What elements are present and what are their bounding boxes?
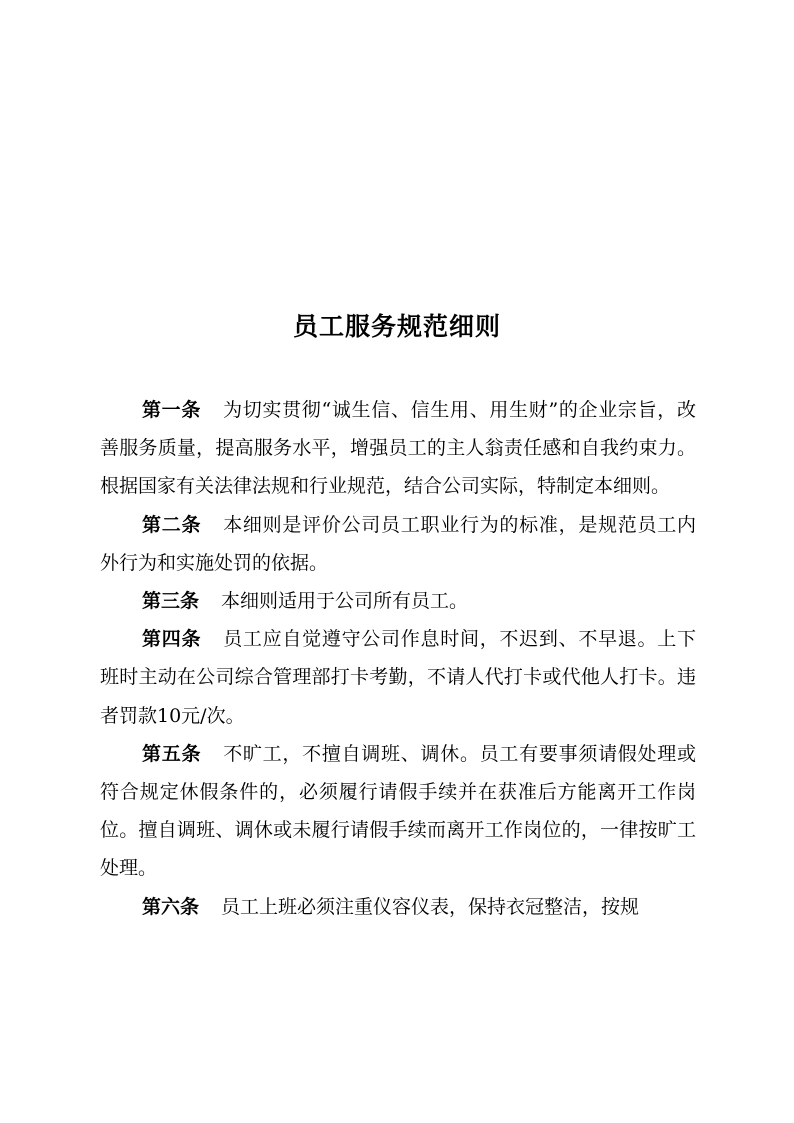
article-text: 为切实贯彻“诚生信、信生用、用生财”的企业宗旨，改善服务质量，提高服务水平，增强员工的主人翁责任感和自我约束力。根据国家有关法律法规和行业规范，结合公司实际，特制定本细则。 xyxy=(100,399,696,498)
article-text: 员工应自觉遵守公司作息时间，不迟到、不早退。上下班时主动在公司综合管理部打卡考勤，不请人代打卡或代他人打卡。违者罚款10元/次。 xyxy=(100,628,696,727)
article-4 xyxy=(100,620,696,735)
document-title: 员工服务规范细则 xyxy=(292,312,501,341)
article-6 xyxy=(100,888,696,926)
article-number: 第五条 xyxy=(142,742,202,765)
article-text: 员工上班必须注重仪容仪表，保持衣冠整洁，按规 xyxy=(221,895,640,918)
article-number: 第六条 xyxy=(142,895,200,918)
article-1 xyxy=(100,391,696,506)
article-number: 第二条 xyxy=(142,513,202,536)
article-number: 第四条 xyxy=(142,628,202,651)
article-2 xyxy=(100,506,696,582)
article-text: 不旷工，不擅自调班、调休。员工有要事须请假处理或符合规定休假条件的，必须履行请假手续并在获准后方能离开工作岗位。擅自调班、调休或未履行请假手续而离开工作岗位的，一律按旷工处理。 xyxy=(100,742,696,880)
article-text: 本细则适用于公司所有员工。 xyxy=(221,590,469,613)
article-number: 第三条 xyxy=(142,590,200,613)
article-text: 本细则是评价公司员工职业行为的标准，是规范员工内外行为和实施处罚的依据。 xyxy=(100,513,696,574)
article-5 xyxy=(100,735,696,888)
article-3 xyxy=(100,582,696,620)
document-body xyxy=(100,391,696,926)
article-number: 第一条 xyxy=(142,399,202,421)
